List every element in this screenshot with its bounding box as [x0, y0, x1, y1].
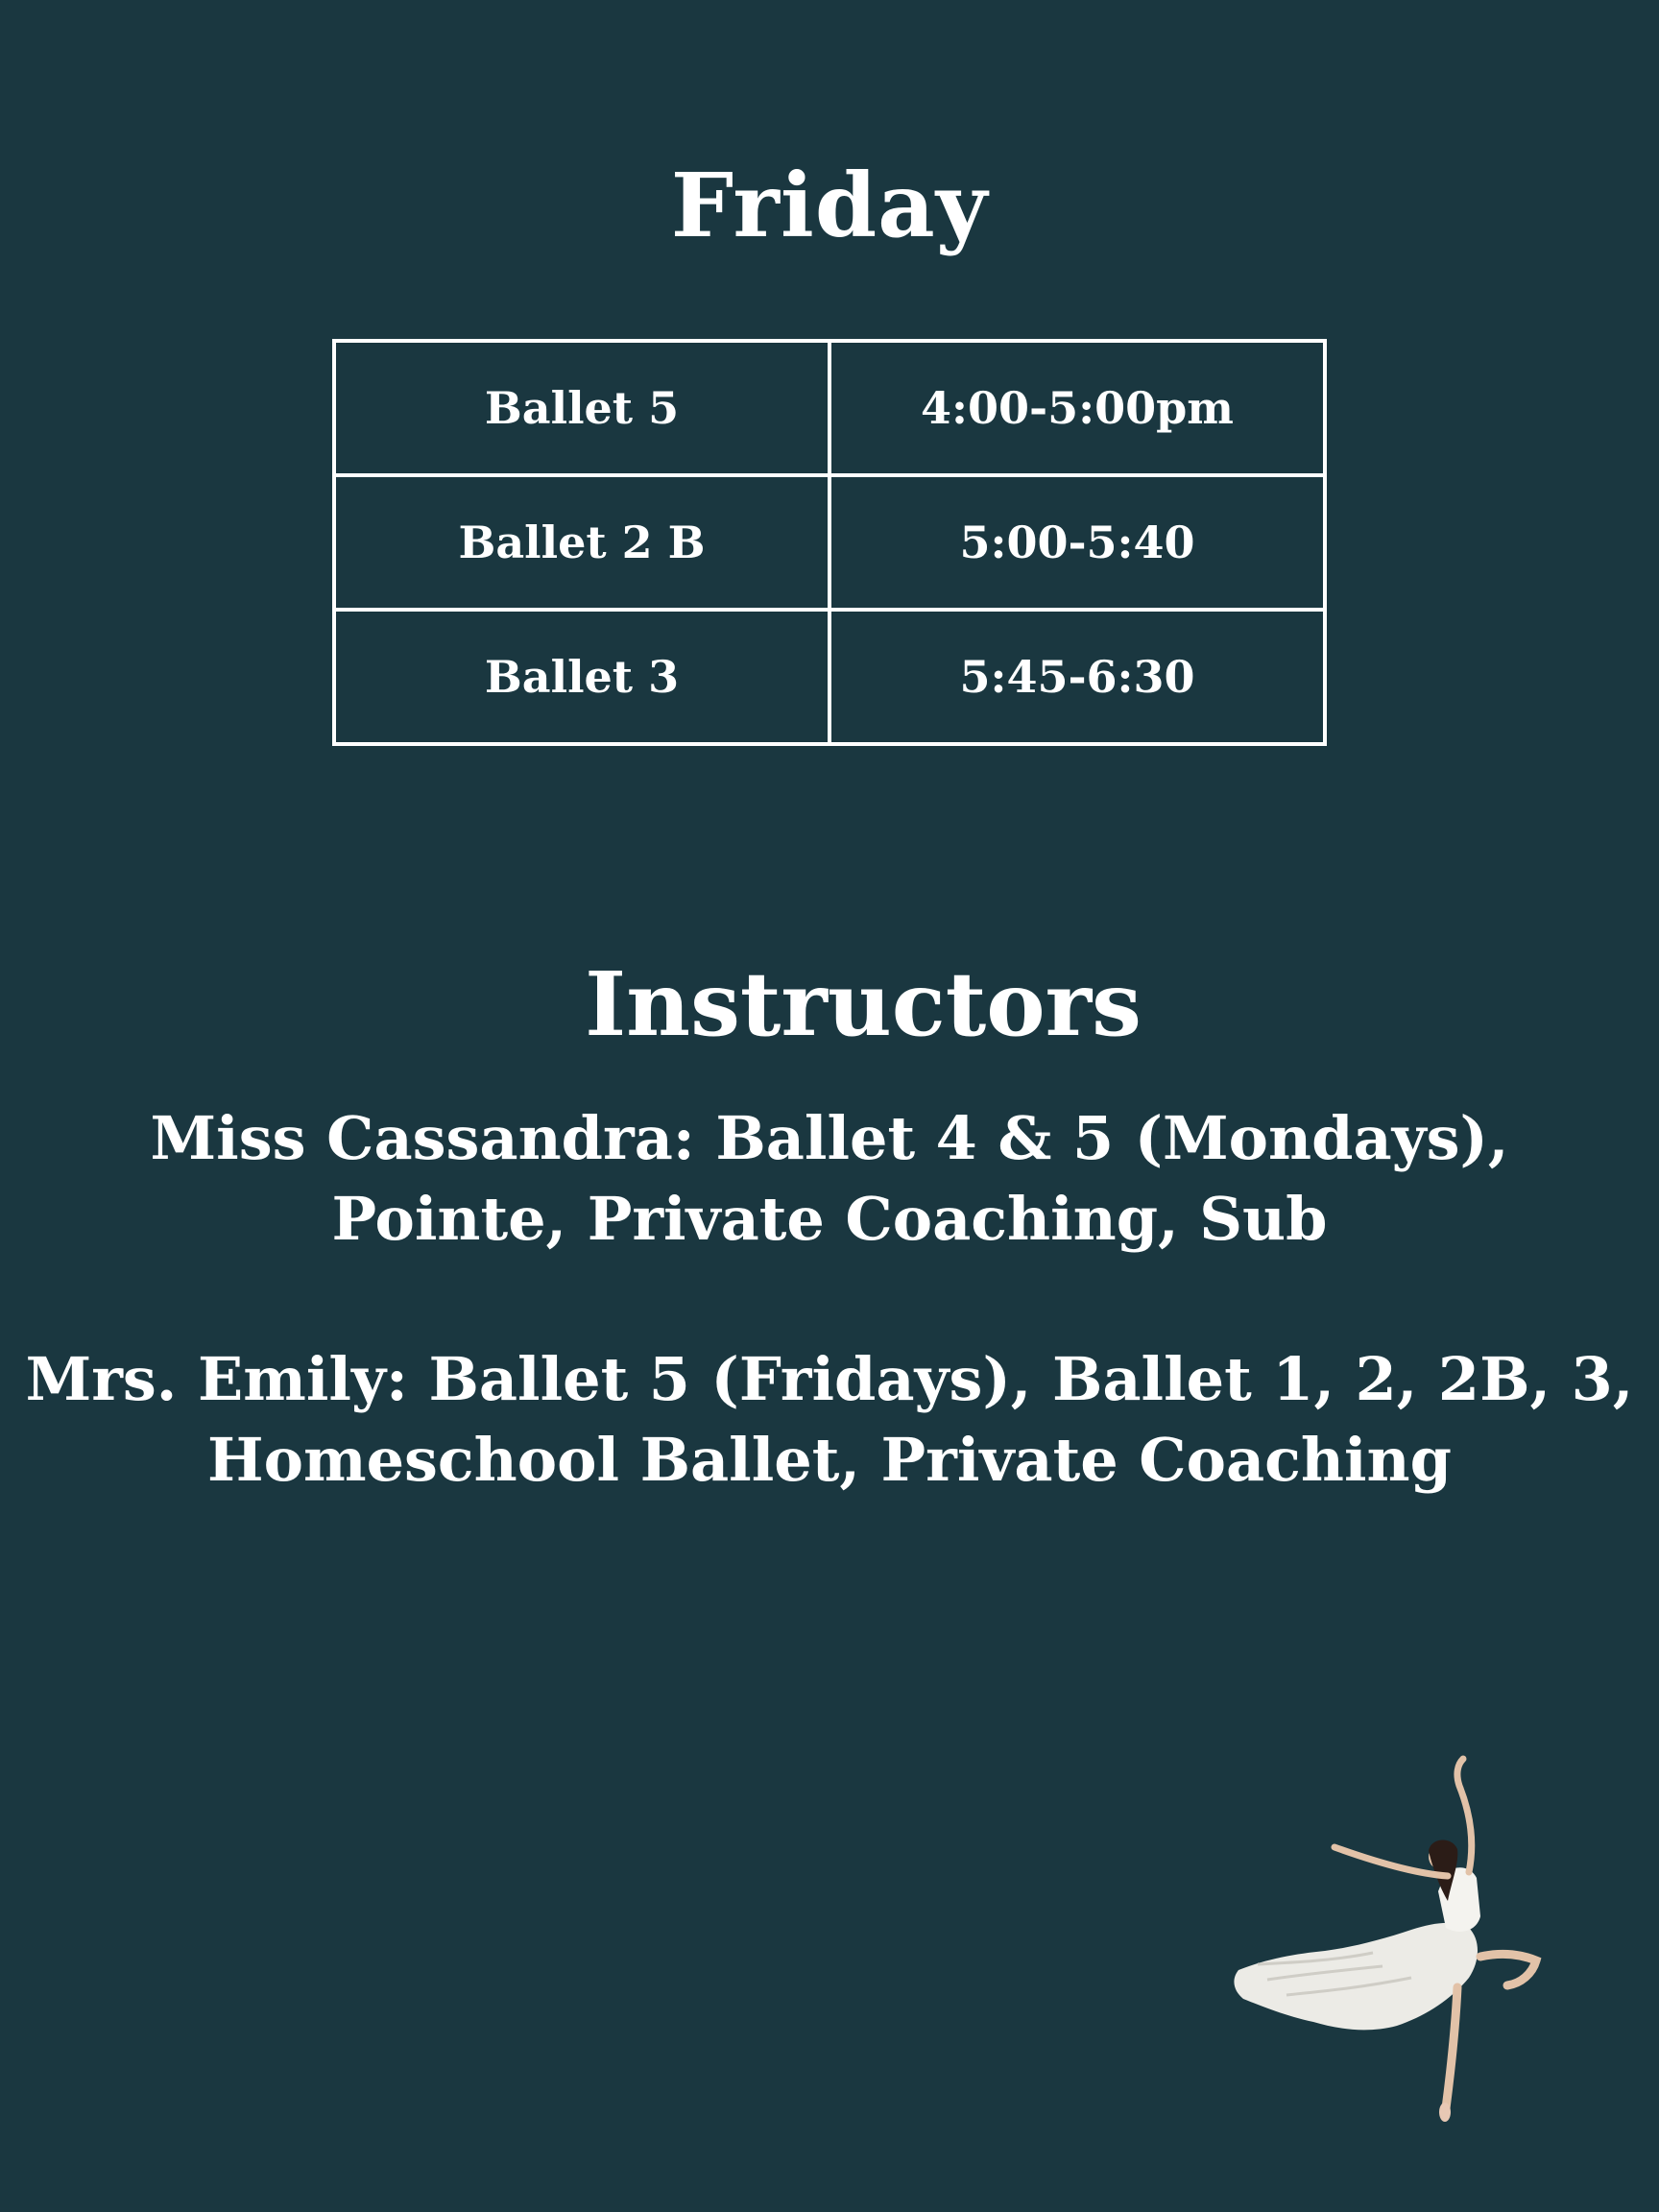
class-time-cell: 5:45-6:30 — [830, 610, 1325, 744]
raised-arm — [1457, 1759, 1472, 1872]
standing-leg — [1446, 1987, 1457, 2108]
instructor-entry — [0, 1098, 1659, 1260]
instructor-line: Mrs. Emily: Ballet 5 (Fridays), Ballet 1, 2, 2B, 3, — [25, 1344, 1634, 1414]
table-row — [334, 341, 1325, 475]
ballerina-image — [1229, 1747, 1603, 2131]
back-leg — [1480, 1954, 1536, 1985]
pointe-shoe — [1439, 2103, 1451, 2122]
instructor-line: Homeschool Ballet, Private Coaching — [207, 1425, 1452, 1495]
skirt-shape — [1234, 1923, 1478, 2030]
instructor-entry — [0, 1339, 1659, 1501]
class-time-cell: 5:00-5:40 — [830, 475, 1325, 610]
instructor-line: Pointe, Private Coaching, Sub — [331, 1184, 1328, 1254]
class-time-cell: 4:00-5:00pm — [830, 341, 1325, 475]
instructor-line: Miss Cassandra: Ballet 4 & 5 (Mondays), — [150, 1103, 1509, 1173]
class-name-cell: Ballet 3 — [334, 610, 830, 744]
schedule-table — [332, 339, 1327, 746]
class-name-cell: Ballet 2 B — [334, 475, 830, 610]
table-row — [334, 475, 1325, 610]
day-title: Friday — [670, 154, 989, 257]
class-name-cell: Ballet 5 — [334, 341, 830, 475]
table-row — [334, 610, 1325, 744]
instructors-title: Instructors — [585, 952, 1142, 1056]
